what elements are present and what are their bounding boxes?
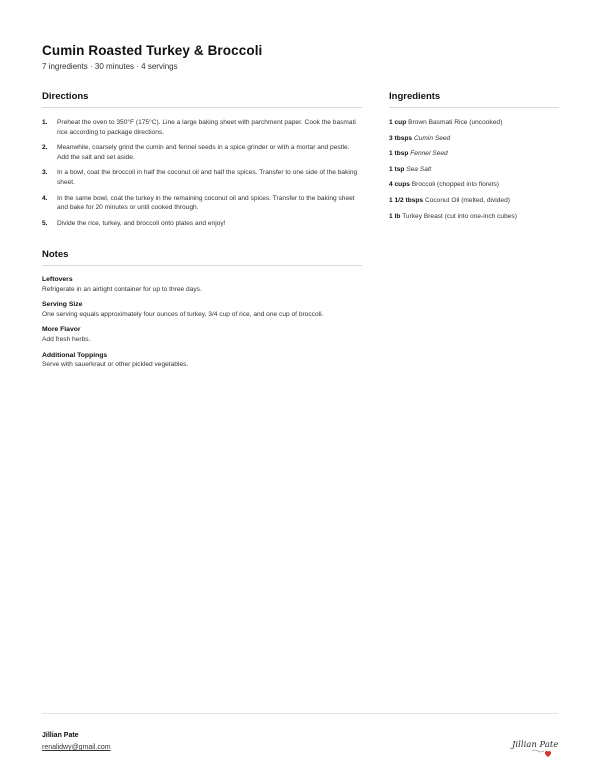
note-block <box>42 351 362 370</box>
direction-step <box>42 194 362 214</box>
ingredients-divider <box>389 107 559 108</box>
step-number: 2. <box>42 144 48 152</box>
direction-step <box>42 143 362 163</box>
ingredient-name: Brown Basmati Rice (uncooked) <box>408 119 503 126</box>
step-text: Meanwhile, coarsely grind the cumin and fennel seeds in a spice grinder or with a mortar and pestle. Add the salt and set aside. <box>57 144 350 161</box>
logo-wordmark: Jillian Pate <box>512 740 558 750</box>
ingredient-quantity: 1 lb <box>389 212 401 220</box>
ingredient-item <box>389 180 569 190</box>
ingredient-quantity: 1 tsp <box>389 165 405 173</box>
step-number: 4. <box>42 194 48 202</box>
note-title: Additional Toppings <box>42 351 108 359</box>
ingredient-name: Cumin Seed <box>413 134 451 142</box>
ingredient-name: Sea Salt <box>406 165 432 173</box>
notes-section <box>42 275 362 376</box>
step-number: 1. <box>42 119 48 126</box>
step-number: 3. <box>42 169 48 177</box>
ingredient-item <box>389 196 569 206</box>
ingredients-list <box>389 118 569 227</box>
note-title: Leftovers <box>42 276 73 283</box>
ingredient-quantity: 4 cups <box>389 181 410 189</box>
ingredient-quantity: 1 cup <box>389 119 407 126</box>
directions-divider <box>42 107 362 108</box>
note-block <box>42 325 362 344</box>
brand-logo-icon <box>510 736 558 760</box>
note-body: Add fresh herbs. <box>42 335 91 343</box>
ingredient-name: Fennel Seed <box>410 150 448 158</box>
step-text: In a bowl, coat the broccoli in half the coconut oil and half the spices. Transfer to one side of the baking sheet. <box>57 169 358 187</box>
ingredient-quantity: 1 1/2 tbsps <box>389 196 424 204</box>
heart-icon <box>545 751 551 757</box>
directions-list <box>42 118 362 234</box>
ingredient-item <box>389 165 569 175</box>
note-block <box>42 300 362 319</box>
direction-step <box>42 168 362 188</box>
author-email-link[interactable]: renalidwy@gmail.com <box>42 744 111 751</box>
ingredient-item <box>389 149 569 159</box>
step-text: In the same bowl, coat the turkey in the remaining coconut oil and spices. Transfer to the baking sheet and bake for 20 minutes or until cooked through. <box>57 194 355 212</box>
recipe-meta: 7 ingredients · 30 minutes · 4 servings <box>42 62 178 71</box>
author-name: Jillian Pate <box>42 732 79 739</box>
note-body: One serving equals approximately four ounces of turkey, 3/4 cup of rice, and one cup of broccoli. <box>42 310 324 318</box>
step-text: Preheat the oven to 350°F (175°C). Line a large baking sheet with parchment paper. Cook the basmati rice according to package directions. <box>57 119 356 136</box>
note-title: Serving Size <box>42 301 83 309</box>
recipe-title: Cumin Roasted Turkey & Broccoli <box>42 43 263 58</box>
direction-step <box>42 219 362 229</box>
logo-flourish <box>532 750 544 752</box>
step-text: Divide the rice, turkey, and broccoli onto plates and enjoy! <box>57 219 226 227</box>
footer-divider <box>42 713 558 714</box>
ingredient-name: Broccoli (chopped into florets) <box>411 181 499 189</box>
ingredient-name: Coconut Oil (melted, divided) <box>424 196 510 204</box>
note-block <box>42 275 362 294</box>
directions-heading: Directions <box>42 91 89 102</box>
ingredient-quantity: 1 tbsp <box>389 150 409 158</box>
note-title: More Flavor <box>42 326 81 334</box>
ingredient-item <box>389 212 569 222</box>
notes-divider <box>42 265 362 266</box>
ingredients-heading: Ingredients <box>389 91 441 102</box>
ingredient-item <box>389 118 569 128</box>
note-body: Serve with sauerkraut or other pickled vegetables. <box>42 361 189 369</box>
ingredient-quantity: 3 tbsps <box>389 134 413 142</box>
ingredient-name: Turkey Breast (cut into one-inch cubes) <box>402 212 517 220</box>
ingredient-item <box>389 134 569 144</box>
step-number: 5. <box>42 219 48 227</box>
note-body: Refrigerate in an airtight container for up to three days. <box>42 285 202 293</box>
direction-step <box>42 118 362 138</box>
notes-heading: Notes <box>42 249 69 260</box>
